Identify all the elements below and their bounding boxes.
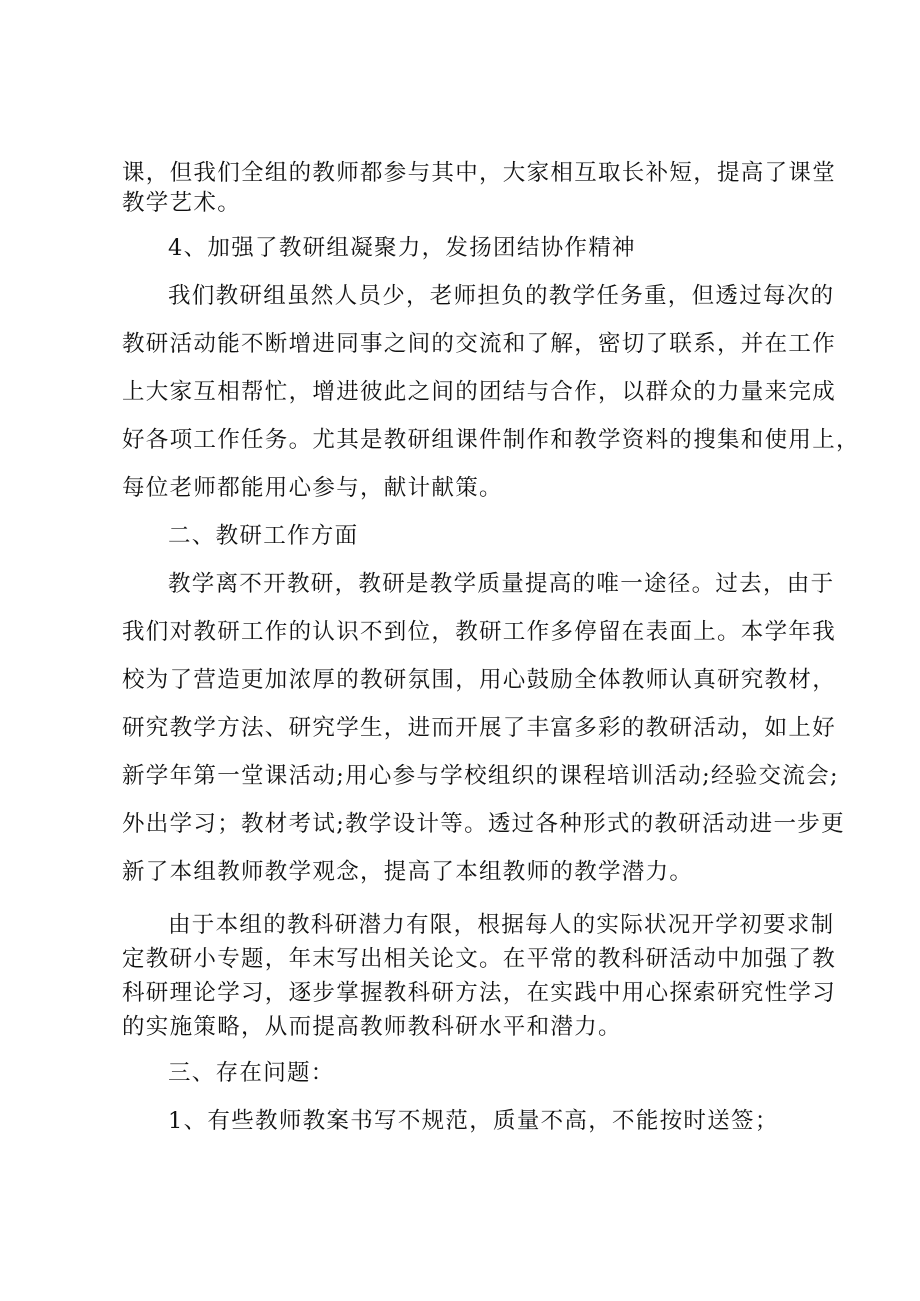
- text-line: 每位老师都能用心参与，献计献策。: [122, 475, 503, 501]
- section-heading: 二、教研工作方面: [168, 523, 359, 549]
- text-line: 外出学习；教材考试;教学设计等。透过各种形式的教研活动进一步更: [122, 811, 845, 837]
- text-line: 教研活动能不断增进同事之间的交流和了解，密切了联系，并在工作: [122, 331, 837, 357]
- text-line: 上大家互相帮忙，增进彼此之间的团结与合作，以群众的力量来完成: [122, 379, 837, 405]
- list-item: 1、有些教师教案书写不规范，质量不高，不能按时送签；: [168, 1108, 779, 1134]
- text-line: 的实施策略，从而提高教师教科研水平和潜力。: [122, 1014, 622, 1040]
- text-line: 定教研小专题，年末写出相关论文。在平常的教科研活动中加强了教: [122, 946, 837, 972]
- text-line: 由于本组的教科研潜力有限，根据每人的实际状况开学初要求制: [168, 912, 835, 938]
- text-line: 好各项工作任务。尤其是教研组课件制作和教学资料的搜集和使用上，: [122, 427, 860, 453]
- section-heading: 三、存在问题：: [168, 1060, 335, 1086]
- text-line: 教学艺术。: [122, 190, 242, 216]
- text-line: 新学年第一堂课活动;用心参与学校组织的课程培训活动;经验交流会;: [122, 763, 839, 789]
- text-line: 教学离不开教研，教研是教学质量提高的唯一途径。过去，由于: [168, 571, 835, 597]
- text-line: 校为了营造更加浓厚的教研氛围，用心鼓励全体教师认真研究教材，: [122, 667, 837, 693]
- text-line: 我们教研组虽然人员少，老师担负的教学任务重，但透过每次的: [168, 283, 835, 309]
- text-line: 我们对教研工作的认识不到位，教研工作多停留在表面上。本学年我: [122, 619, 837, 645]
- text-line: 研究教学方法、研究学生，进而开展了丰富多彩的教研活动，如上好: [122, 715, 837, 741]
- text-line: 课，但我们全组的教师都参与其中，大家相互取长补短，提高了课堂: [122, 160, 837, 186]
- list-item-heading: 4、加强了教研组凝聚力，发扬团结协作精神: [168, 235, 636, 261]
- text-line: 新了本组教师教学观念，提高了本组教师的教学潜力。: [122, 859, 694, 885]
- text-line: 科研理论学习，逐步掌握教科研方法，在实践中用心探索研究性学习: [122, 980, 837, 1006]
